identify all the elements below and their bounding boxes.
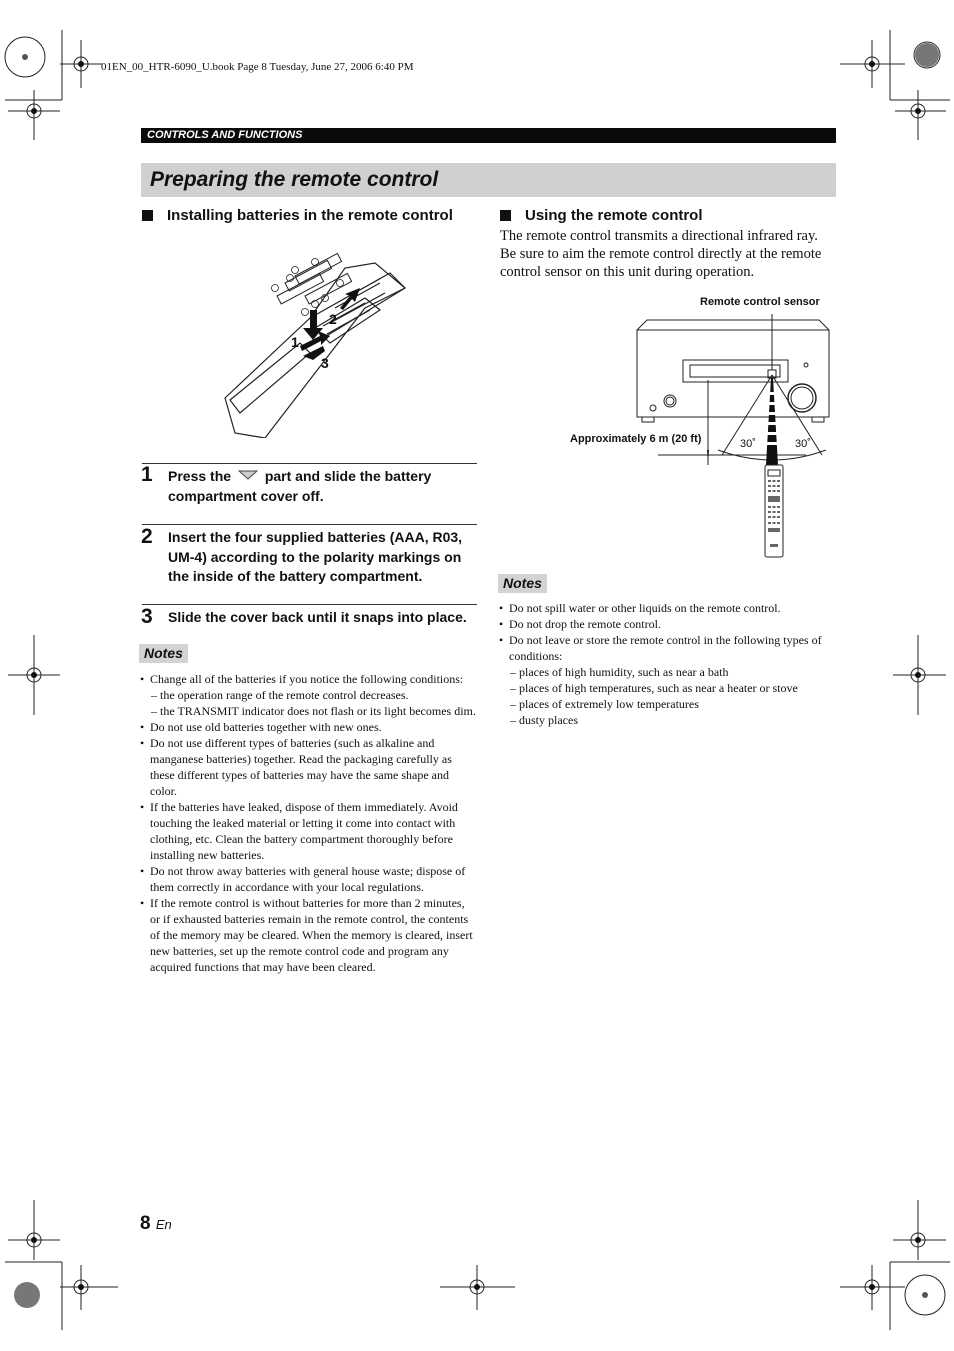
list-item: • Do not throw away batteries with general house waste; dispose of them correctly in accordance with your local regulations. (140, 863, 476, 895)
section-header: CONTROLS AND FUNCTIONS (141, 128, 836, 143)
list-item: • If the batteries have leaked, dispose of them immediately. Avoid touching the leaked material or letting it come into contact with clothing, etc. Clean the battery compartment thoroughly before installing new batteries. (140, 799, 476, 863)
step-divider (142, 524, 477, 525)
using-remote-intro: The remote control transmits a directional infrared ray. Be sure to aim the remote control directly at the remote control sensor on this unit during operation. (500, 228, 822, 280)
list-item: • Do not use old batteries together with new ones. (140, 719, 476, 735)
step-3-number: 3 (141, 605, 153, 628)
print-info: 01EN_00_HTR-6090_U.book Page 8 Tuesday, June 27, 2006 6:40 PM (101, 61, 414, 73)
list-item: • Change all of the batteries if you notice the following conditions: (140, 671, 476, 687)
remote-range-diagram (630, 310, 840, 560)
figure-label-1: 1 (291, 334, 299, 350)
list-item: – the operation range of the remote control decreases. (151, 688, 409, 702)
list-item: – the TRANSMIT indicator does not flash or its light becomes dim. (151, 704, 476, 718)
figure-label-2: 2 (329, 311, 337, 327)
list-item: • Do not spill water or other liquids on the remote control. (499, 600, 837, 616)
step-divider (142, 463, 477, 464)
list-item: – places of high temperatures, such as near a heater or stove (510, 681, 798, 695)
list-item: – places of extremely low temperatures (510, 697, 699, 711)
figure-label-3: 3 (321, 355, 329, 371)
sensor-label: Remote control sensor (700, 296, 820, 308)
notes-label-right: Notes (498, 574, 547, 593)
page-number: 8 En (140, 1213, 172, 1234)
triangle-down-icon (238, 470, 258, 480)
square-bullet-icon (142, 210, 153, 221)
notes-list-left (140, 671, 476, 975)
square-bullet-icon (500, 210, 511, 221)
page-title: Preparing the remote control (150, 168, 439, 191)
step-2-number: 2 (141, 525, 153, 548)
page-language: En (155, 1217, 172, 1232)
list-item: – dusty places (510, 713, 578, 727)
list-item: – places of high humidity, such as near a bath (510, 665, 729, 679)
battery-installation-figure (215, 248, 420, 438)
notes-list-right (499, 600, 837, 728)
list-item: • If the remote control is without batteries for more than 2 minutes, or if exhausted batteries remain in the remote control, the contents of the memory may be cleared. When the memory is cleared, insert new batteries, set up the remote control code and program any acquired functions that may have been cleared. (140, 895, 476, 975)
step-divider (142, 604, 477, 605)
list-item: • Do not use different types of batteries (such as alkaline and manganese batteries) together. Read the packaging carefully as these different types of batteries may have the same shape and color. (140, 735, 476, 799)
step-3-text: Slide the cover back until it snaps into place. (168, 609, 467, 625)
notes-label-left: Notes (139, 644, 188, 663)
distance-label: Approximately 6 m (20 ft) (570, 433, 702, 445)
installing-batteries-heading: Installing batteries in the remote control (142, 207, 453, 224)
list-item: • Do not leave or store the remote control in the following types of conditions: (499, 632, 837, 664)
step-2-text: Insert the four supplied batteries (AAA, R03, UM-4) according to the polarity markings on the inside of the battery compartment. (168, 529, 463, 584)
step-1-number: 1 (141, 463, 153, 486)
angle-right-label: 30˚ (795, 438, 811, 450)
step-1-text: Press the part and slide the battery compartment cover off. (168, 468, 432, 504)
list-item: • Do not drop the remote control. (499, 616, 837, 632)
using-remote-heading: Using the remote control (500, 207, 703, 224)
angle-left-label: 30˚ (740, 438, 756, 450)
page-title-bar (141, 163, 836, 197)
